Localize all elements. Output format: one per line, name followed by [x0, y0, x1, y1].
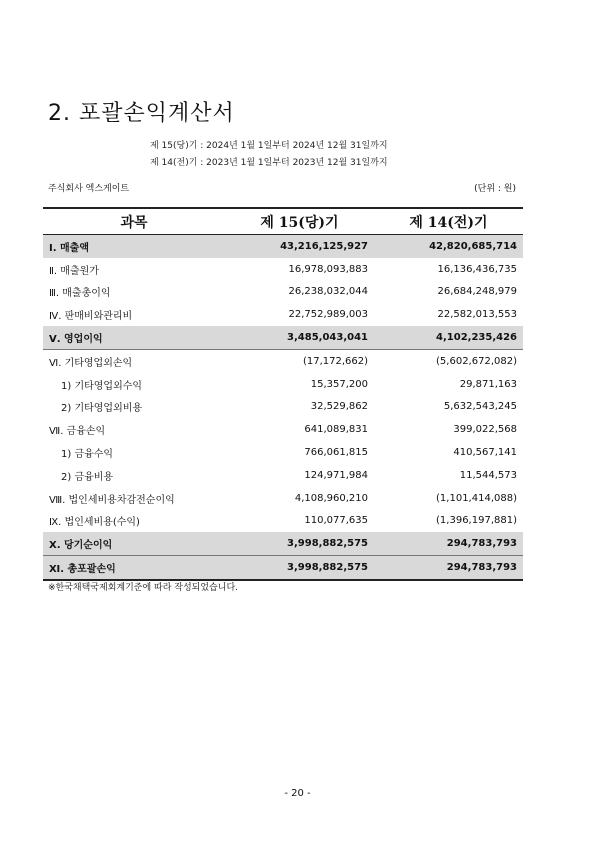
- row-prior: 29,871,163: [459, 378, 517, 390]
- table-row: [43, 464, 523, 487]
- row-prior: 42,820,685,714: [374, 235, 523, 258]
- row-current: 641,089,831: [304, 424, 368, 436]
- table-row: [43, 235, 523, 258]
- row-prior: (1,396,197,881): [436, 515, 517, 527]
- table-row: [43, 303, 523, 326]
- row-prior: 399,022,568: [453, 424, 517, 436]
- page-number: - 20 -: [284, 788, 311, 799]
- row-prior: (5,602,672,082): [374, 349, 523, 372]
- footnote: ※한국채택국제회계기준에 따라 작성되었습니다.: [48, 583, 239, 593]
- row-current: 43,216,125,927: [225, 235, 374, 258]
- row-current: 3,485,043,041: [225, 326, 374, 349]
- table-row: [43, 556, 523, 580]
- row-current: 766,061,815: [304, 447, 368, 459]
- row-label: 1) 금융수익: [61, 449, 114, 461]
- row-current: 4,108,960,210: [294, 492, 368, 504]
- table-row: [43, 510, 523, 533]
- row-prior: 26,684,248,979: [437, 286, 517, 298]
- row-label: Ⅹ. 당기순이익: [43, 532, 225, 555]
- row-prior: 22,582,013,553: [437, 309, 517, 321]
- row-current: 32,529,862: [310, 401, 368, 413]
- row-current: 26,238,032,044: [288, 286, 368, 298]
- unit-label: (단위 : 원): [474, 184, 516, 194]
- row-prior: 294,783,793: [374, 532, 523, 555]
- row-prior: 4,102,235,426: [374, 326, 523, 349]
- row-label: 2) 금융비용: [61, 471, 114, 483]
- row-prior: 410,567,141: [453, 447, 517, 459]
- row-current: 22,752,989,003: [288, 309, 368, 321]
- table-row: [43, 258, 523, 281]
- table-header-row: [43, 208, 523, 235]
- row-prior: 294,783,793: [374, 556, 523, 580]
- header-prior: 제 14(전)기: [374, 208, 523, 235]
- row-label: Ⅱ. 매출원가: [49, 265, 99, 277]
- row-label: Ⅲ. 매출총이익: [49, 288, 111, 300]
- table-row: [43, 281, 523, 304]
- row-label: Ⅵ. 기타영업외손익: [43, 349, 225, 372]
- row-current: 3,998,882,575: [225, 556, 374, 580]
- row-current: 16,978,093,883: [288, 263, 368, 275]
- row-current: 3,998,882,575: [225, 532, 374, 555]
- income-statement-table: [43, 207, 523, 581]
- row-label: Ⅺ. 총포괄손익: [43, 556, 225, 580]
- row-prior: 5,632,543,245: [443, 401, 517, 413]
- table-row: [43, 326, 523, 349]
- table-row: [43, 487, 523, 510]
- row-prior: (1,101,414,088): [436, 492, 517, 504]
- row-current: 124,971,984: [304, 469, 368, 481]
- header-item: 과목: [43, 208, 225, 235]
- row-current: 15,357,200: [310, 378, 368, 390]
- row-label: Ⅳ. 판매비와관리비: [49, 311, 133, 323]
- table-row: [43, 373, 523, 396]
- row-current: 110,077,635: [304, 515, 368, 527]
- table-row: [43, 418, 523, 441]
- table-row: [43, 396, 523, 419]
- period-current: 제 15(당)기 : 2024년 1월 1일부터 2024년 12월 31일까지: [150, 141, 388, 151]
- row-current: (17,172,662): [225, 349, 374, 372]
- table-row: [43, 532, 523, 555]
- company-name: 주식회사 엑스게이트: [48, 184, 130, 194]
- header-current: 제 15(당)기: [225, 208, 374, 235]
- row-label: Ⅴ. 영업이익: [43, 326, 225, 349]
- row-label: 2) 기타영업외비용: [61, 403, 143, 415]
- row-label: Ⅸ. 법인세비용(수익): [49, 517, 140, 529]
- row-label: Ⅶ. 금융손익: [49, 426, 106, 438]
- period-prior: 제 14(전)기 : 2023년 1월 1일부터 2023년 12월 31일까지: [150, 158, 388, 168]
- row-label: Ⅷ. 법인세비용차감전순이익: [49, 494, 175, 506]
- row-prior: 16,136,436,735: [437, 263, 517, 275]
- row-label: Ⅰ. 매출액: [43, 235, 225, 258]
- row-prior: 11,544,573: [459, 469, 517, 481]
- table-row: [43, 349, 523, 372]
- page-title: 2. 포괄손익계산서: [48, 101, 235, 126]
- table-row: [43, 441, 523, 464]
- row-label: 1) 기타영업외수익: [61, 380, 143, 392]
